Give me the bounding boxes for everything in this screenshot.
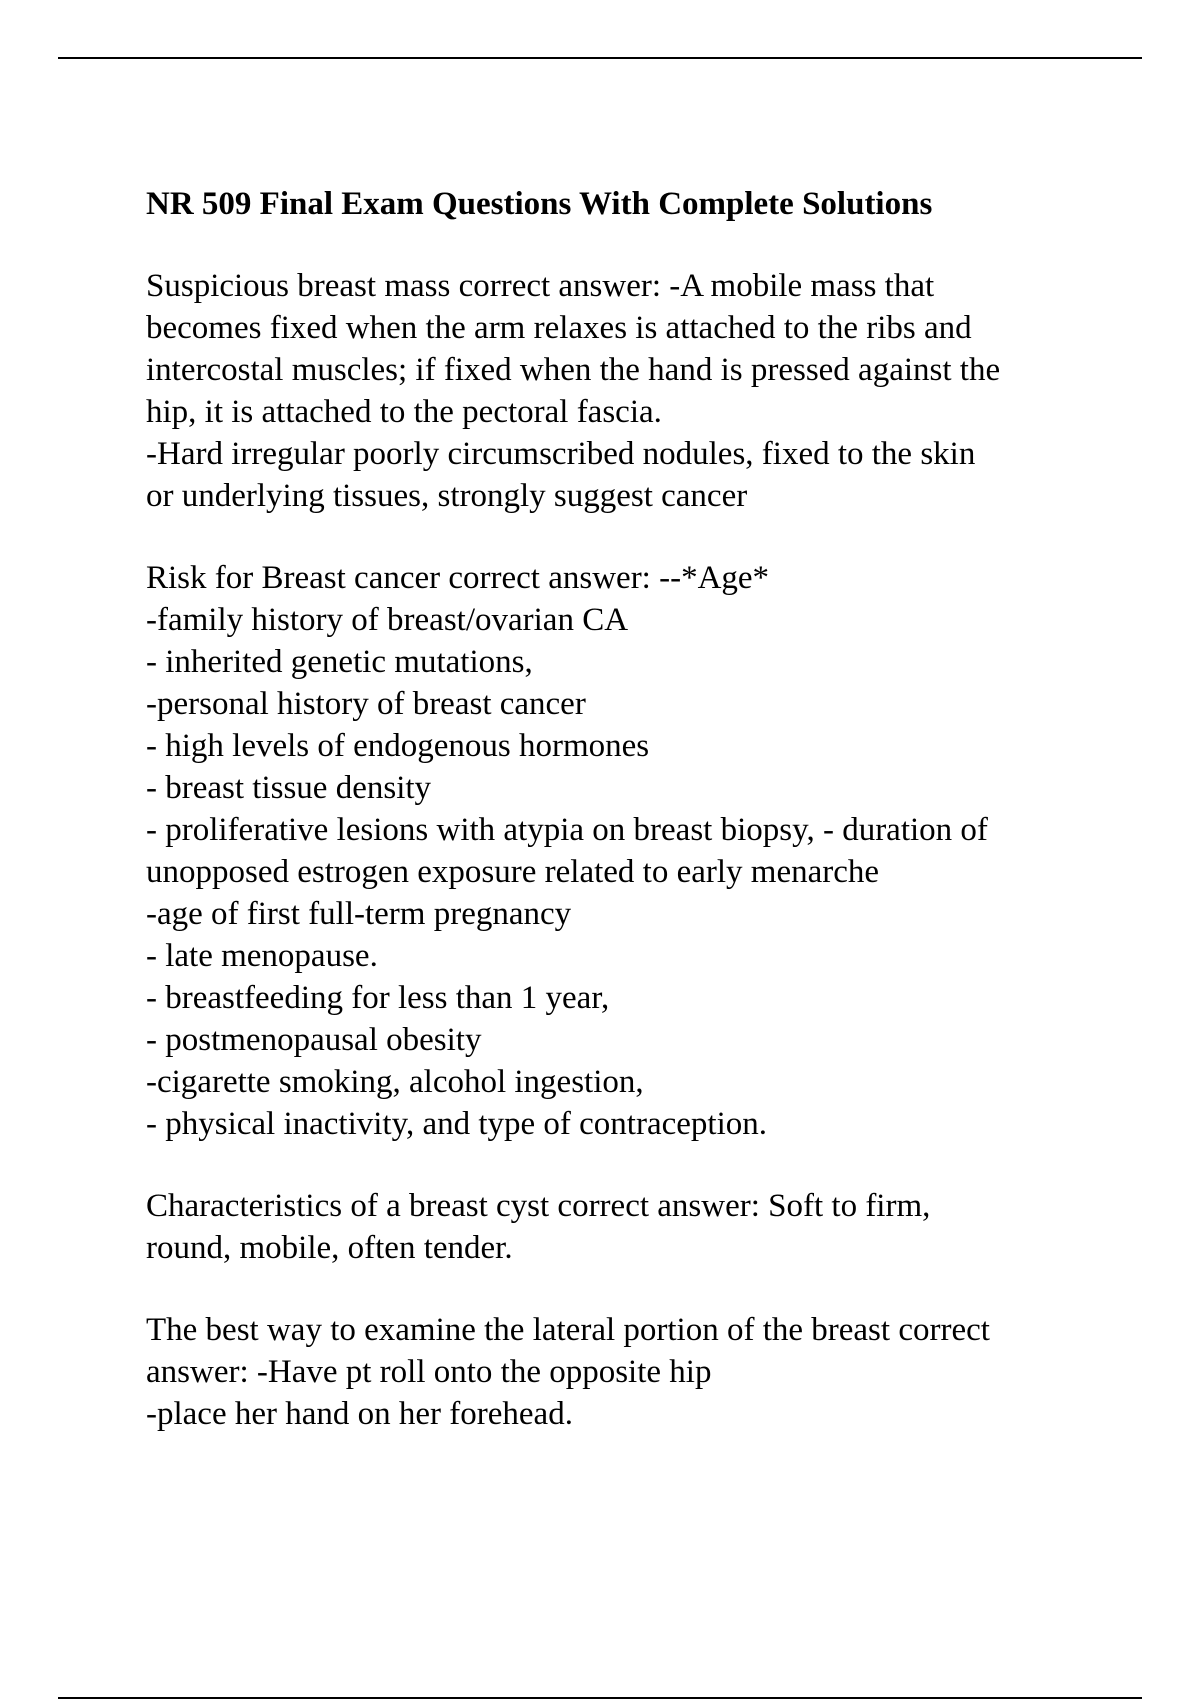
text-line: -age of first full-term pregnancy: [146, 896, 572, 932]
qa-breast-cyst-characteristics: [146, 1185, 1106, 1269]
text-line: answer: -Have pt roll onto the opposite hip: [146, 1354, 712, 1390]
text-line: The best way to examine the lateral portion of the breast correct: [146, 1312, 990, 1348]
text-line: - physical inactivity, and type of contraception.: [146, 1106, 767, 1142]
text-line: -place her hand on her forehead.: [146, 1396, 573, 1432]
text-line: intercostal muscles; if fixed when the hand is pressed against the: [146, 352, 1001, 388]
text-line: Suspicious breast mass correct answer: -A mobile mass that: [146, 268, 935, 304]
text-line: -cigarette smoking, alcohol ingestion,: [146, 1064, 644, 1100]
qa-suspicious-breast-mass: [146, 265, 1106, 517]
text-line: - proliferative lesions with atypia on breast biopsy, - duration of: [146, 812, 988, 848]
text-line: - late menopause.: [146, 938, 378, 974]
text-line: round, mobile, often tender.: [146, 1230, 513, 1266]
bottom-divider: [58, 1697, 1142, 1699]
text-line: -Hard irregular poorly circumscribed nodules, fixed to the skin: [146, 436, 976, 472]
qa-lateral-breast-exam: [146, 1309, 1106, 1435]
text-line: - breast tissue density: [146, 770, 432, 806]
text-line: Characteristics of a breast cyst correct answer: Soft to firm,: [146, 1188, 931, 1224]
top-divider: [58, 57, 1142, 59]
text-line: hip, it is attached to the pectoral fascia.: [146, 394, 662, 430]
text-line: - high levels of endogenous hormones: [146, 728, 650, 764]
text-line: unopposed estrogen exposure related to early menarche: [146, 854, 880, 890]
document-title: NR 509 Final Exam Questions With Complete Solutions: [146, 186, 933, 222]
document-body: [146, 183, 1106, 1475]
text-line: -family history of breast/ovarian CA: [146, 602, 629, 638]
text-line: becomes fixed when the arm relaxes is attached to the ribs and: [146, 310, 972, 346]
qa-breast-cancer-risk: [146, 557, 1106, 1145]
text-line: Risk for Breast cancer correct answer: --*Age*: [146, 560, 770, 596]
text-line: - postmenopausal obesity: [146, 1022, 482, 1058]
text-line: or underlying tissues, strongly suggest cancer: [146, 478, 748, 514]
text-line: - inherited genetic mutations,: [146, 644, 533, 680]
text-line: -personal history of breast cancer: [146, 686, 586, 722]
text-line: - breastfeeding for less than 1 year,: [146, 980, 610, 1016]
